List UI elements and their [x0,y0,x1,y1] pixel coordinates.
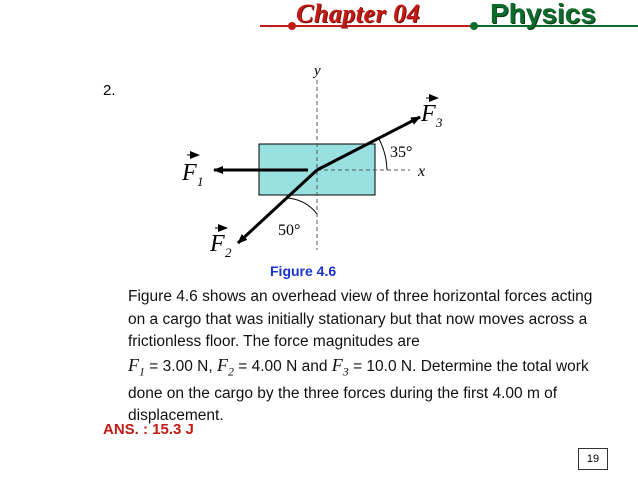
angle-label-f2: 50° [278,222,301,239]
force-f2-label [209,228,232,260]
f1-symbol: F [182,160,197,186]
f1-inline-value: = 3.00 N, [145,357,217,375]
page-number: 19 [578,448,608,470]
f1-inline-symbol: $F_1$ [128,354,145,379]
f3-inline-symbol: $F_3$ [331,354,349,379]
f2-subscript: 2 [225,245,232,260]
f1-subscript: 1 [197,174,204,189]
f2-inline-value: = 4.00 N and [233,357,332,375]
force-f3-label [420,98,443,130]
f3-subscript: 3 [436,115,443,130]
figure-caption: Figure 4.6 [270,263,337,279]
chapter-title: Chapter 04 [296,0,421,28]
force-f1-label [181,155,204,189]
y-axis-label: y [314,63,321,79]
x-axis-label: x [418,163,426,180]
angle-arc-f2 [286,198,317,214]
f3-inline-value: = 10.0 N. Determine the total work done on the cargo by the three forces during the first 4.00 m of displacement. [128,357,589,425]
problem-intro: Figure 4.6 shows an overhead view of three horizontal forces acting on a cargo that was initially stationary but that now moves across a frictionless floor. The force magnitudes are [128,288,593,350]
question-number: 2. [103,82,116,99]
answer-text: ANS. : 15.3 J [103,421,194,438]
angle-label-f3: 35° [390,144,413,161]
f3-symbol: F [421,101,436,127]
problem-text [128,286,613,428]
f2-symbol: F [210,231,225,257]
subject-title: Physics [490,0,596,29]
angle-arc-f3 [379,139,387,170]
f2-inline-symbol: $F_2$ [216,354,234,379]
